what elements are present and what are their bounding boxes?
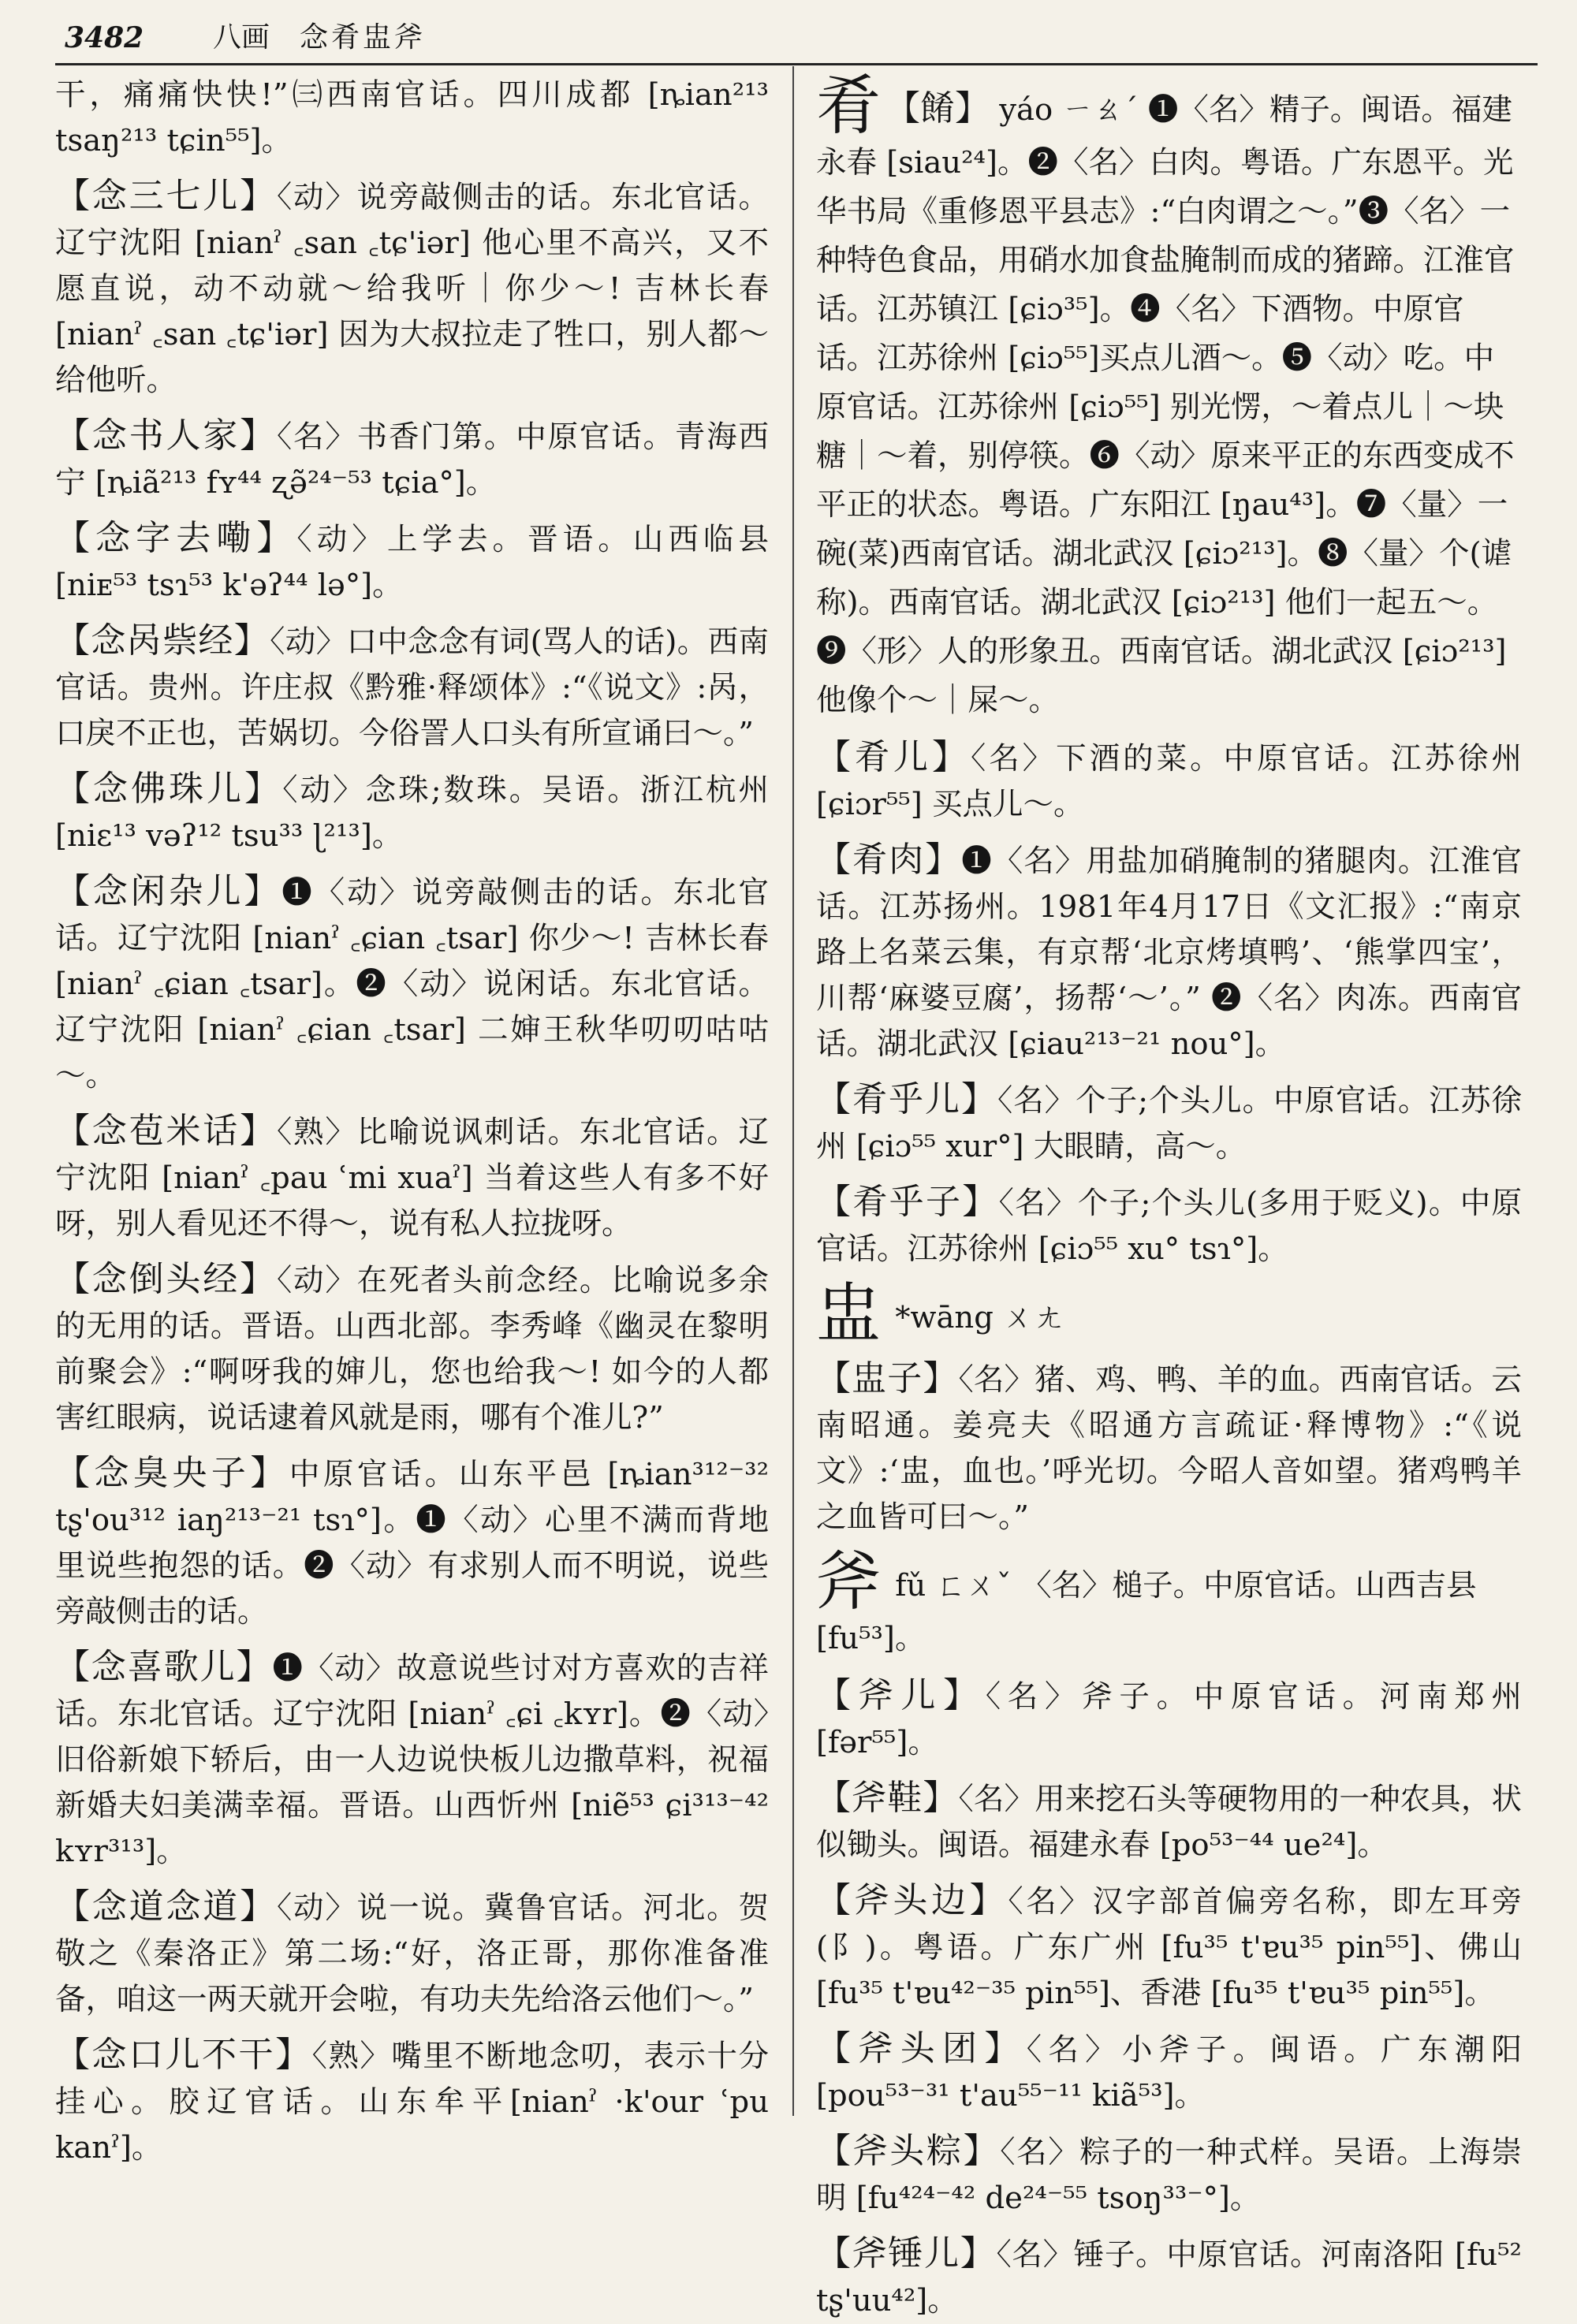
entry-headword: 【念倒头经】 xyxy=(55,1259,277,1299)
entry-definition: 〈熟〉嘴里不断地念叨，表示十分挂心。胶辽官话。山东牟平[nianˀ ·k'our ʿpu kanˀ]。 xyxy=(55,2039,769,2166)
character-headword: 盅 xyxy=(816,1276,882,1351)
dictionary-entry xyxy=(55,1884,769,2023)
dictionary-entry xyxy=(55,516,769,609)
dictionary-entry xyxy=(816,1673,1522,1766)
entry-headword: 【念道念道】 xyxy=(55,1886,277,1927)
character-headword: 斧 xyxy=(816,1544,882,1619)
dictionary-entry xyxy=(55,869,769,1099)
character-entry xyxy=(816,69,1522,725)
dictionary-entry xyxy=(55,2032,769,2171)
left-column xyxy=(55,71,770,2166)
entry-headword: 【念臭央子】 xyxy=(55,1453,289,1493)
entry-headword: 【斧锤儿】 xyxy=(816,2233,997,2274)
entry-headword: 【肴乎儿】 xyxy=(816,1079,997,1119)
entry-definition: 干，痛痛快快!”㈢西南官话。四川成都 [ȵian²¹³ tsaŋ²¹³ tɕin⁵⁵]。 xyxy=(55,77,769,158)
entry-definition: 〈动〉口中念念有词(骂人的话)。西南官话。贵州。许庄叔《黔雅·释颂体》:“《说文》:呙，口戾不正也，苦娲切。今俗詈人口头有所宣诵曰～。” xyxy=(55,624,769,751)
right-column xyxy=(816,69,1523,2318)
entry-definition: ❶〈动〉说旁敲侧击的话。东北官话。辽宁沈阳 [nianˀ ꜀ɕian ꜀tsar] 你少～! 吉林长春 [nianˀ ꜀ɕian ꜀tsar]。❷〈动〉说闲话。东北官话。辽宁沈阳 [nianˀ ꜀ɕian ꜀tsar] 二婶王秋华叨叨咕咕～。 xyxy=(55,875,769,1093)
entry-definition: 〈动〉说旁敲侧击的话。东北官话。辽宁沈阳 [nianˀ ꜀san ꜀tɕ'iər] 他心里不高兴，又不愿直说，动不动就～给我听｜你少～! 吉林长春[nianˀ ꜀san ꜀tɕ'iər] 因为大叔拉走了牲口，别人都～给他听。 xyxy=(55,180,769,398)
entry-definition: 〈名〉槌子。中原官话。山西吉县 [fu⁵³]。 xyxy=(816,1568,1477,1656)
entry-definition: 〈名〉汉字部首偏旁名称，即左耳旁(阝)。粤语。广东广州 [fu³⁵ t'ɐu³⁵ pin⁵⁵]、佛山 [fu³⁵ t'ɐu⁴²⁻³⁵ pin⁵⁵]、香港 [fu³⁵ t'ɐu³⁵ pin⁵⁵]。 xyxy=(816,1884,1522,2011)
entry-headword: 【肴肉】 xyxy=(816,840,962,880)
entry-definition: 〈动〉在死者头前念经。比喻说多余的无用的话。晋语。山西北部。李秀峰《幽灵在黎明前聚会》:“啊呀我的婶儿，您也给我～! 如今的人都害红眼病，说话逮着风就是雨，哪有个准儿?” xyxy=(55,1263,769,1436)
dictionary-entry xyxy=(816,837,1522,1067)
entry-definition: 〈名〉书香门第。中原官话。青海西宁 [ȵiã²¹³ fʏ⁴⁴ ʐə̃²⁴⁻⁵³ tɕia°]。 xyxy=(55,419,769,501)
entry-definition: ❶〈名〉精子。闽语。福建永春 [siau²⁴]。❷〈名〉白肉。粤语。广东恩平。光华书局《重修恩平县志》:“白肉谓之～。”❸〈名〉一种特色食品，用硝水加食盐腌制而成的猪蹄。江淮官话。江苏镇江 [ɕiɔ³⁵]。❹〈名〉下酒物。中原官话。江苏徐州 [ɕiɔ⁵⁵]买点儿酒～。❺〈动〉吃。中原官话。江苏徐州 [ɕiɔ⁵⁵] 别光愣，～着点儿｜～块糖｜～着，别停筷。❻〈动〉原来平正的东西变成不平正的状态。粤语。广东阳江 [ŋau⁴³]。❼〈量〉一碗(菜)西南官话。湖北武汉 [ɕiɔ²¹³]。❽〈量〉个(谑称)。西南官话。湖北武汉 [ɕiɔ²¹³] 他们一起五～。❾〈形〉人的形象丑。西南官话。湖北武汉 [ɕiɔ²¹³] 他像个～｜屎～。 xyxy=(816,92,1515,718)
character-entry xyxy=(816,1544,1522,1663)
entry-headword: 【斧儿】 xyxy=(816,1675,986,1715)
dictionary-entry xyxy=(55,1108,769,1247)
dictionary-entry xyxy=(816,2128,1522,2222)
entry-headword: 【斧鞋】 xyxy=(816,1778,959,1818)
entry-headword: 【斧头团】 xyxy=(816,2028,1027,2069)
entry-definition: 〈名〉粽子的一种式样。吴语。上海崇明 [fu⁴²⁴⁻⁴² de²⁴⁻⁵⁵ tsoŋ³³⁻°]。 xyxy=(816,2135,1522,2216)
dictionary-entry xyxy=(816,1878,1522,2017)
dictionary-entry xyxy=(55,1644,769,1875)
entry-headword: 【念喜歌儿】 xyxy=(55,1647,273,1687)
entry-headword: 【斧头边】 xyxy=(816,1880,1008,1920)
dictionary-entry xyxy=(55,173,769,404)
entry-definition: 中原官话。山东平邑 [ȵian³¹²⁻³² tʂ'ou³¹² iaŋ²¹³⁻²¹ tsɿ°]。❶〈动〉心里不满而背地里说些抱怨的话。❷〈动〉有求别人而不明说，说些旁敲侧击的话。 xyxy=(55,1457,770,1629)
entry-definition: 〈名〉锤子。中原官话。河南洛阳 [fu⁵² tʂ'uu⁴²]。 xyxy=(816,2237,1522,2318)
entry-definition: 〈名〉猪、鸡、鸭、羊的血。西南官话。云南昭通。姜亮夫《昭通方言疏证·释博物》:“《说文》:‘盅，血也。’呼光切。今昭人音如望。猪鸡鸭羊之血皆可曰～。” xyxy=(816,1362,1522,1535)
dictionary-entry xyxy=(55,1451,769,1635)
entry-headword: 【念苞米话】 xyxy=(55,1111,277,1151)
entry-headword: 【念闲杂儿】 xyxy=(55,871,282,911)
entry-definition: 〈熟〉比喻说讽刺话。东北官话。辽宁沈阳 [nianˀ ꜀pau ʿmi xuaˀ] 当着这些人有多不好呀，别人看见还不得～，说有私人拉拢呀。 xyxy=(55,1115,769,1242)
entry-definition: 〈名〉斧子。中原官话。河南郑州 [fər⁵⁵]。 xyxy=(816,1679,1522,1760)
column-divider xyxy=(792,66,794,2116)
dictionary-entry xyxy=(816,1077,1522,1170)
dictionary-entry xyxy=(816,2231,1522,2324)
entry-headword: 【盅子】 xyxy=(816,1358,959,1398)
pronunciation: yáo ㄧㄠˊ xyxy=(999,92,1139,128)
entry-headword: 【念字去嘞】 xyxy=(55,518,297,558)
entry-headword: 【念佛珠儿】 xyxy=(55,769,283,809)
dictionary-entry xyxy=(816,1356,1522,1540)
entry-definition: 〈动〉说一说。冀鲁官话。河北。贺敬之《秦洛正》第二场:“好，洛正哥，那你准备准备，咱这一两天就开会啦，有功夫先给洛云他们～。” xyxy=(55,1890,769,2017)
entry-definition: ❶〈名〉用盐加硝腌制的猪腿肉。江淮官话。江苏扬州。1981年4月17日《文汇报》:“南京路上名菜云集，有京帮‘北京烤填鸭’、‘熊掌四宝’，川帮‘麻婆豆腐’，扬帮‘～’。” ❷〈名〉肉冻。西南官话。湖北武汉 [ɕiau²¹³⁻²¹ nou°]。 xyxy=(816,844,1522,1062)
dictionary-entry xyxy=(816,2026,1522,2119)
entry-headword: 【斧头粽】 xyxy=(816,2131,1001,2171)
dictionary-entry xyxy=(55,766,769,859)
dictionary-entry xyxy=(816,735,1522,828)
entry-definition: 〈名〉下酒的菜。中原官话。江苏徐州 [ɕiɔr⁵⁵] 买点儿～。 xyxy=(816,741,1522,822)
dictionary-entry xyxy=(55,413,769,506)
entry-headword: 【念三七儿】 xyxy=(55,176,277,216)
dictionary-entry xyxy=(55,618,769,757)
page-number: 3482 xyxy=(65,21,144,54)
dictionary-entry xyxy=(816,1775,1522,1868)
character-entry xyxy=(816,1276,1522,1351)
page-header xyxy=(55,14,1538,61)
dictionary-entry xyxy=(816,1179,1522,1272)
entry-definition: 〈名〉个子;个头儿。中原官话。江苏徐州 [ɕiɔ⁵⁵ xur°] 大眼睛，高～。 xyxy=(816,1083,1522,1164)
entry-definition: 〈名〉小斧子。闽语。广东潮阳 [pou⁵³⁻³¹ t'au⁵⁵⁻¹¹ kiã⁵³]。 xyxy=(816,2032,1522,2114)
entry-headword: 【肴儿】 xyxy=(816,737,971,777)
entry-headword: 【念呙祡经】 xyxy=(55,620,270,661)
character-headword: 肴 xyxy=(816,69,882,143)
variant-form: 【餚】 xyxy=(885,88,990,128)
dictionary-entry xyxy=(55,71,769,164)
entry-headword: 【念书人家】 xyxy=(55,415,277,456)
dictionary-entry xyxy=(55,1257,769,1441)
page-characters: 念肴盅斧 xyxy=(300,21,427,54)
entry-headword: 【肴乎子】 xyxy=(816,1182,999,1222)
entry-headword: 【念口儿不干】 xyxy=(55,2035,312,2075)
entry-definition: 〈动〉上学去。晋语。山西临县 [niᴇ⁵³ tsɿ⁵³ k'əʔ⁴⁴ lə°]。 xyxy=(55,522,769,603)
entry-definition: 〈动〉念珠;数珠。吴语。浙江杭州 [niɛ¹³ vəʔ¹² tsu³³ ɭ²¹³]。 xyxy=(55,773,769,854)
pronunciation: *wāng ㄨㄤ xyxy=(895,1300,1064,1335)
pronunciation: fǔ ㄈㄨˇ xyxy=(895,1568,1012,1603)
entry-definition: 〈名〉用来挖石头等硬物用的一种农具，状似锄头。闽语。福建永春 [po⁵³⁻⁴⁴ ue²⁴]。 xyxy=(816,1782,1522,1863)
header-rule xyxy=(55,63,1538,65)
entry-definition: 〈名〉个子;个头儿(多用于贬义)。中原官话。江苏徐州 [ɕiɔ⁵⁵ xu° tsɿ°]。 xyxy=(816,1186,1523,1267)
stroke-count-label: 八画 xyxy=(213,21,270,54)
entry-definition: ❶〈动〉故意说些讨对方喜欢的吉祥话。东北官话。辽宁沈阳 [nianˀ ꜀ɕi ꜀kʏr]。❷〈动〉旧俗新娘下轿后，由一人边说快板儿边撒草料，祝福新婚夫妇美满幸福。晋语。山西忻州 [niẽ⁵³ ɕi³¹³⁻⁴² kʏr³¹³]。 xyxy=(55,1651,769,1869)
